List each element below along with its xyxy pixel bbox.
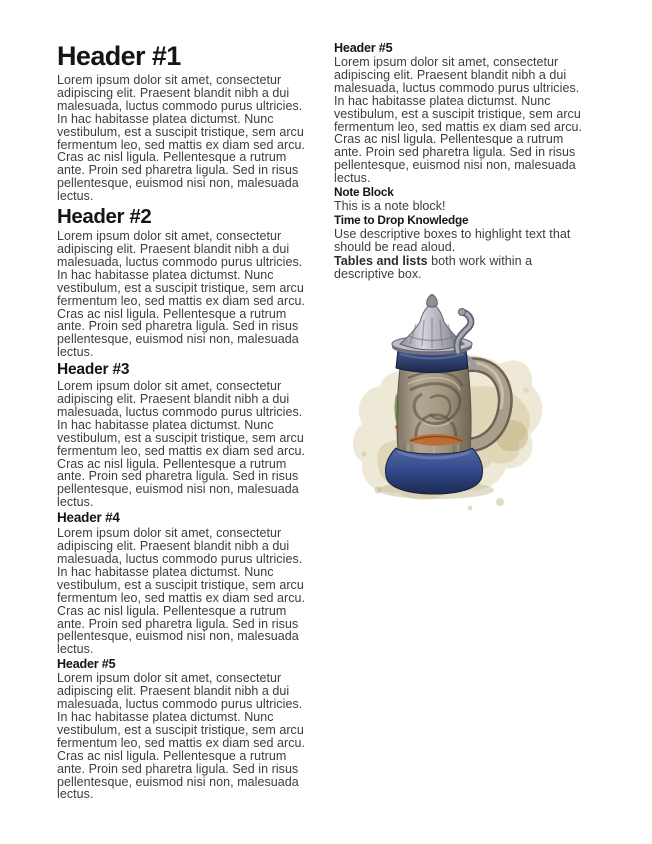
- knowledge-block-section: [334, 214, 586, 254]
- stein-body: [395, 368, 472, 465]
- section-title-h4: Header #4: [57, 510, 120, 526]
- knowledge-block-title: Time to Drop Knowledge: [334, 212, 469, 227]
- section-header-5-left: [57, 657, 309, 801]
- left-column: [57, 41, 309, 802]
- section-title-h2: Header #2: [57, 205, 152, 229]
- section-title-h3: Header #3: [57, 361, 130, 379]
- body-paragraph: Lorem ipsum dolor sit amet, consectetur adipiscing elit. Praesent blandit nibh a dui malesuada, luctus commodo purus ultricies. In hac habitasse platea dictumst. Nunc vestibulum, est a suscipit tristique, sem arcu fermentum leo, sed mattis ex diam sed arcu. Cras ac nisl ligula. Pellentesque a rutrum ante. Proin sed pharetra ligula. Sed in risus pellentesque, euismod nisi non, malesuada lectus.: [57, 671, 306, 802]
- body-paragraph: Lorem ipsum dolor sit amet, consectetur adipiscing elit. Praesent blandit nibh a dui malesuada, luctus commodo purus ultricies. In hac habitasse platea dictumst. Nunc vestibulum, est a suscipit tristique, sem arcu fermentum leo, sed mattis ex diam sed arcu. Cras ac nisl ligula. Pellentesque a rutrum ante. Proin sed pharetra ligula. Sed in risus pellentesque, euismod nisi non, malesuada lectus.: [334, 55, 583, 186]
- body-paragraph: Lorem ipsum dolor sit amet, consectetur adipiscing elit. Praesent blandit nibh a dui malesuada, luctus commodo purus ultricies. In hac habitasse platea dictumst. Nunc vestibulum, est a suscipit tristique, sem arcu fermentum leo, sed mattis ex diam sed arcu. Cras ac nisl ligula. Pellentesque a rutrum ante. Proin sed pharetra ligula. Sed in risus pellentesque, euismod nisi non, malesuada lectus.: [57, 73, 306, 204]
- note-block-title: Note Block: [334, 185, 394, 200]
- stein-base: [385, 448, 482, 494]
- knowledge-block-body: Use descriptive boxes to highlight text that should be read aloud.: [334, 226, 571, 254]
- section-title-h1: Header #1: [57, 41, 181, 71]
- section-header-1: [57, 41, 309, 203]
- tables-note: [334, 255, 586, 281]
- section-title-h5: Header #5: [334, 41, 393, 55]
- beer-stein-illustration: [350, 294, 590, 534]
- section-header-5-right: [334, 41, 586, 185]
- body-paragraph: Lorem ipsum dolor sit amet, consectetur adipiscing elit. Praesent blandit nibh a dui malesuada, luctus commodo purus ultricies. In hac habitasse platea dictumst. Nunc vestibulum, est a suscipit tristique, sem arcu fermentum leo, sed mattis ex diam sed arcu. Cras ac nisl ligula. Pellentesque a rutrum ante. Proin sed pharetra ligula. Sed in risus pellentesque, euismod nisi non, malesuada lectus.: [57, 526, 306, 657]
- note-block-section: [334, 186, 586, 213]
- section-title-h5: Header #5: [57, 657, 116, 672]
- tables-note-bold: Tables and lists: [334, 253, 428, 268]
- note-block-body: This is a note block!: [334, 199, 446, 214]
- section-header-3: [57, 361, 309, 509]
- right-column: [334, 40, 586, 282]
- section-header-2: [57, 205, 309, 359]
- body-paragraph: Lorem ipsum dolor sit amet, consectetur adipiscing elit. Praesent blandit nibh a dui malesuada, luctus commodo purus ultricies. In hac habitasse platea dictumst. Nunc vestibulum, est a suscipit tristique, sem arcu fermentum leo, sed mattis ex diam sed arcu. Cras ac nisl ligula. Pellentesque a rutrum ante. Proin sed pharetra ligula. Sed in risus pellentesque, euismod nisi non, malesuada lectus.: [57, 379, 306, 510]
- body-paragraph: Lorem ipsum dolor sit amet, consectetur adipiscing elit. Praesent blandit nibh a dui malesuada, luctus commodo purus ultricies. In hac habitasse platea dictumst. Nunc vestibulum, est a suscipit tristique, sem arcu fermentum leo, sed mattis ex diam sed arcu. Cras ac nisl ligula. Pellentesque a rutrum ante. Proin sed pharetra ligula. Sed in risus pellentesque, euismod nisi non, malesuada lectus.: [57, 229, 306, 360]
- section-header-4: [57, 510, 309, 656]
- tables-note-rest: both work within a descriptive box.: [334, 253, 533, 281]
